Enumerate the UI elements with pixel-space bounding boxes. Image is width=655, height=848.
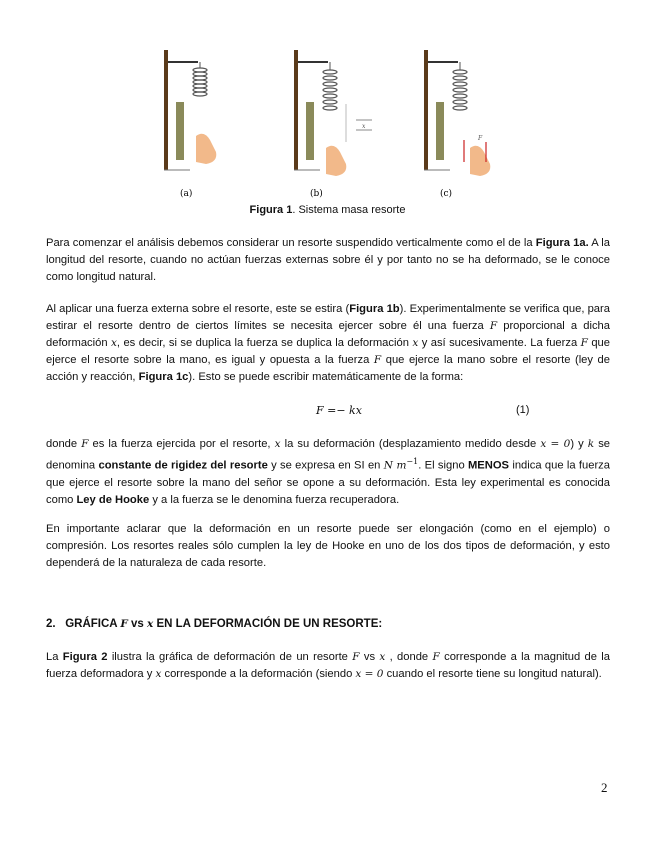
figure-1-illustration [150, 44, 510, 204]
panel-c [424, 50, 490, 199]
ruler-b [306, 102, 314, 160]
section-heading-2: 2. GRÁFICA F vs x EN LA DEFORMACIÓN DE UN RESORTE: [46, 618, 383, 630]
page-number: 2 [601, 780, 608, 795]
panel-b [294, 50, 372, 199]
paragraph-5: La Figura 2 ilustra la gráfica de deformación de un resorte F vs x , donde F corresponde a la magnitud de la fuerza deformadora y x corresponde a la deformación (siendo x = 0 cuando el resorte tiene su longitud natural). [46, 651, 611, 680]
force-f-symbol: F [478, 135, 483, 142]
spring-b [323, 70, 337, 110]
panel-a [164, 50, 216, 199]
ruler-c [436, 102, 444, 160]
paragraph-3: donde F es la fuerza ejercida por el resorte, x la su deformación (desplazamiento medido desde x = 0) y k se denomina constante de rigidez del resorte y se expresa en SI en N $m^{-1}$. El signo MENOS indica que la fuerza que ejerce el resorte sobre la mano del señor se opone a su deformación. Esta ley experimental es conocida como Ley de Hooke y a la fuerza se le denomina fuerza recuperadora. [46, 438, 611, 506]
panel-label-c: (c) [440, 189, 453, 199]
paragraph-4: En importante aclarar que la deformación en un resorte puede ser elongación (como en el ejemplo) o compresión. Los resortes reales sólo cumplen la ley de Hooke en uno de los dos tipos de deformación, y esto dependerá de la naturaleza de cada resorte. [46, 523, 610, 569]
panel-label-a: (a) [180, 189, 193, 199]
ruler-a [176, 102, 184, 160]
spring-c [453, 70, 467, 110]
equation-hooke: F =− kx [316, 404, 362, 417]
deformation-x-symbol: x [362, 123, 366, 130]
caption-text: . Sistema masa resorte [292, 204, 406, 216]
equation-number: (1) [516, 404, 530, 416]
hand-b [326, 146, 346, 176]
panel-label-b: (b) [310, 189, 323, 199]
paragraph-2: Al aplicar una fuerza externa sobre el resorte, este se estira (Figura 1b). Experimentalmente se verifica que, para estirar el resorte dentro de ciertos límites se necesita ejercer sobre él una fuerza F proporcional a dicha deformación x, es decir, si se duplica la fuerza se duplica la deformación x y así sucesivamente. La fuerza F que ejerce el resorte sobre la mano, es igual y opuesta a la fuerza F que ejerce la mano sobre el resorte (ley de acción y reacción, Figura 1c). Esto se puede escribir matemáticamente de la forma: [46, 303, 610, 383]
spring-a [193, 68, 207, 96]
paragraph-1: Para comenzar el análisis debemos considerar un resorte suspendido verticalmente como el de la Figura 1a. A la longitud del resorte, cuando no actúan fuerzas externas sobre él y por tanto no se ha deformado, se le conoce como longitud natural. [46, 237, 610, 283]
caption-bold: Figura 1 [249, 204, 293, 216]
figure-1-caption [0, 204, 655, 216]
hand-a [196, 134, 216, 164]
hand-c [470, 146, 490, 176]
